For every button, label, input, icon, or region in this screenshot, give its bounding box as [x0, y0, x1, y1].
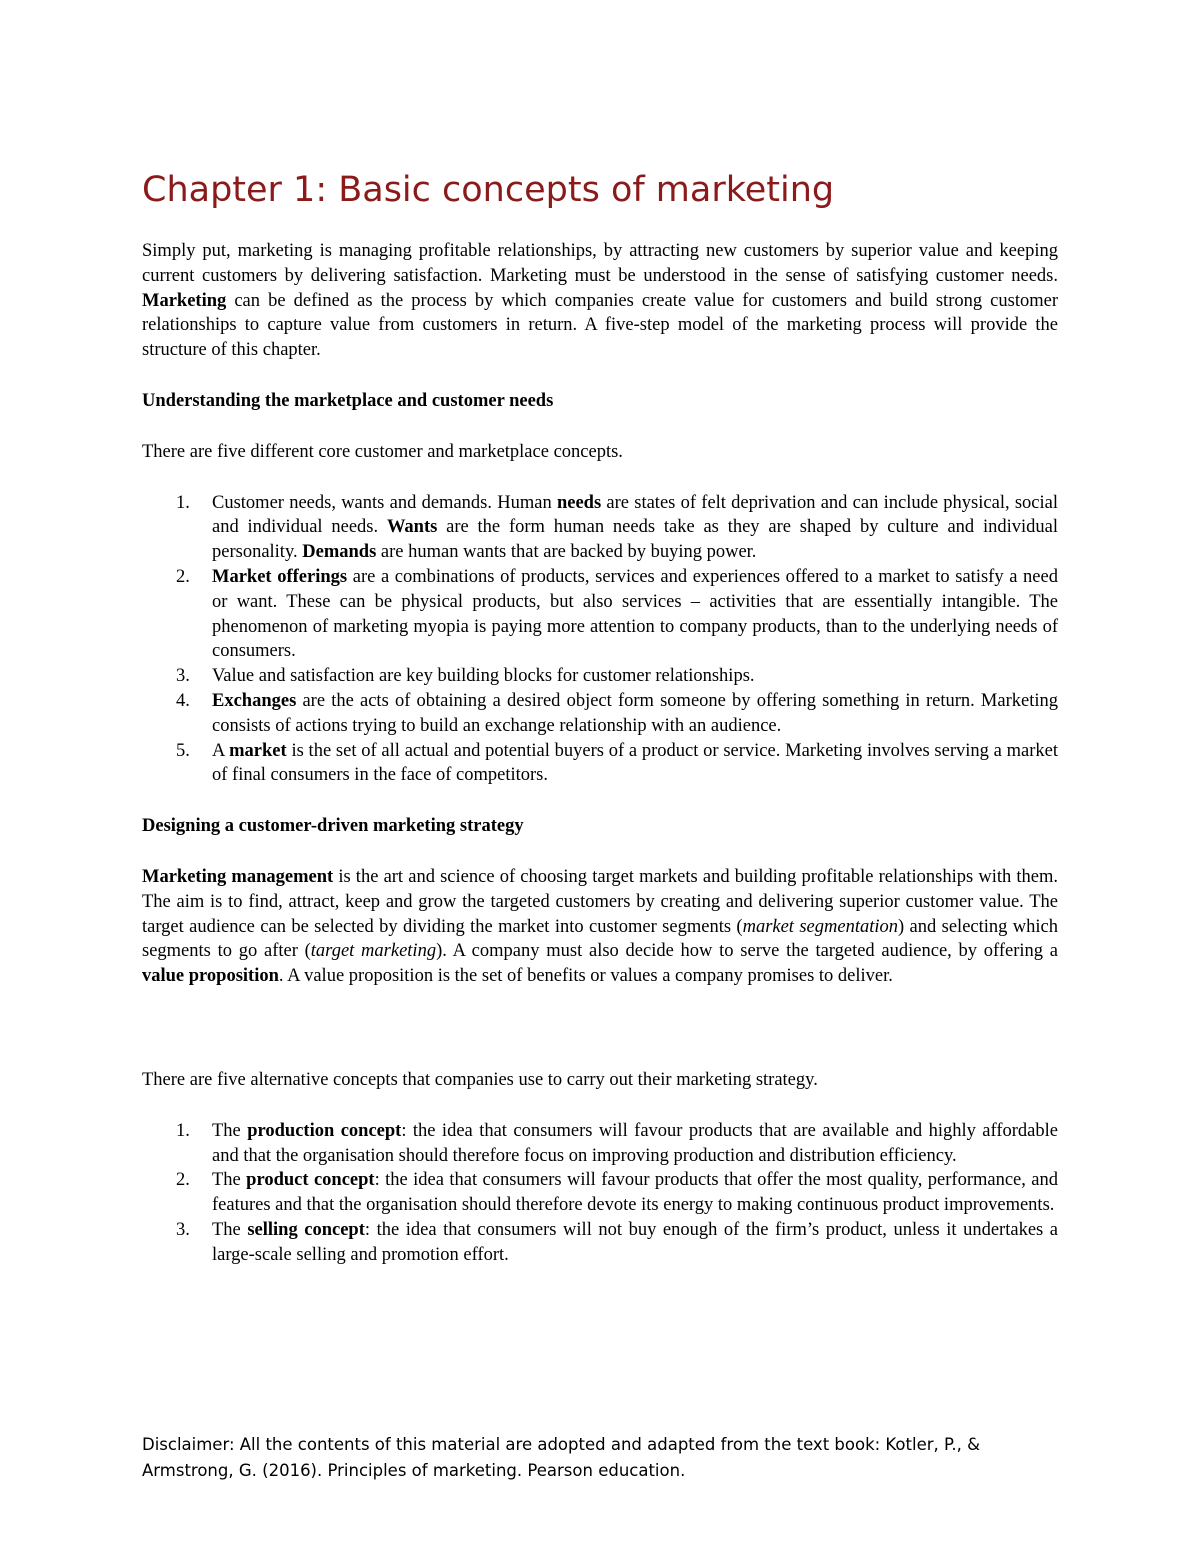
item-text: is the set of all actual and potential buyers of a product or service. Marketing involves serving a market of final consumers in the face of competitors. — [212, 740, 1058, 786]
para-text: ). A company must also decide how to serve the targeted audience, by offering a — [436, 941, 1059, 962]
item-text: The — [212, 1219, 248, 1240]
list-number: 1. — [176, 492, 190, 513]
item-term: Demands — [302, 542, 377, 563]
list-number: 1. — [176, 1120, 190, 1141]
item-term: product concept — [246, 1170, 375, 1191]
para-text: ) and selecting which segments to go after ( — [142, 916, 1058, 962]
section2-lead: There are five alternative concepts that companies use to carry out their marketing strategy. — [142, 1069, 818, 1090]
section-heading-marketplace: Understanding the marketplace and customer needs — [142, 390, 554, 411]
page-content — [142, 168, 1058, 1294]
item-text: are human wants that are backed by buying power. — [376, 542, 757, 563]
item-text: are the acts of obtaining a desired object form someone by offering something in return. Marketing consists of actions trying to build an exchange relationship with an audience. — [212, 690, 1058, 736]
list-number: 2. — [176, 566, 190, 587]
term-value-proposition: value proposition — [142, 966, 279, 987]
item-text: The — [212, 1170, 247, 1191]
strategy-paragraph — [142, 865, 1058, 989]
item-term: Exchanges — [212, 690, 297, 711]
item-term: needs — [556, 492, 602, 513]
item-text: Customer needs, wants and demands. Human — [212, 492, 557, 513]
item-term: production concept — [247, 1120, 402, 1141]
intro-text: can be defined as the process by which companies create value for customers and build strong customer relationships to capture value from customers in return. A five-step model of the marketing process will provide the structure of this chapter. — [142, 290, 1058, 361]
term-marketing-management: Marketing management — [142, 866, 334, 887]
list-number: 4. — [176, 690, 190, 711]
list-number: 2. — [176, 1170, 190, 1191]
item-text: are the form human needs take as they are shaped by culture and individual personality. — [212, 517, 1058, 563]
item-text: : the idea that consumers will favour products that are available and highly affordable and that the organisation should therefore focus on improving production and distribution efficiency. — [212, 1120, 1058, 1166]
intro-text: Simply put, marketing is managing profitable relationships, by attracting new customers by superior value and keeping current customers by delivering satisfaction. Marketing must be understood in the sense of satisfying customer needs. — [142, 241, 1058, 286]
list-number: 3. — [176, 1219, 190, 1240]
item-text: : the idea that consumers will favour products that offer the most quality, performance, and features and that the organisation should therefore devote its energy to making continuous product improvements. — [212, 1170, 1058, 1216]
list-item — [142, 689, 1058, 739]
item-text: are a combinations of products, services and experiences offered to a market to satisfy a need or want. These can be physical products, but also services – activities that are essentially intangible. The phenomenon of marketing myopia is paying more attention to company products, than to the underlying needs of consumers. — [212, 566, 1058, 662]
list-item — [142, 565, 1058, 664]
item-text: A — [212, 740, 230, 761]
term-target-marketing: target marketing — [310, 941, 437, 962]
footer-disclaimer: Disclaimer: All the contents of this material are adopted and adapted from the text book: Kotler, P., & Armstrong, G. (2016). Principles of marketing. Pearson education. — [142, 1435, 980, 1480]
marketing-concepts-list — [142, 1119, 1058, 1268]
list-item — [142, 491, 1058, 565]
list-item — [142, 664, 1058, 689]
core-concepts-list — [142, 491, 1058, 789]
list-item — [142, 739, 1058, 789]
item-term: selling concept — [247, 1219, 365, 1240]
chapter-title: Chapter 1: Basic concepts of marketing — [142, 170, 835, 210]
para-text: is the art and science of choosing target markets and building profitable relationships with them. The aim is to find, attract, keep and grow the targeted customers by creating and delivering superior customer value. The target audience can be selected by dividing the market into customer segments ( — [142, 866, 1058, 937]
intro-term-marketing: Marketing — [142, 290, 227, 311]
blank-space — [142, 989, 1058, 1068]
list-item — [142, 1218, 1058, 1268]
item-term: Market offerings — [212, 566, 348, 587]
item-term: market — [229, 740, 287, 761]
list-number: 3. — [176, 666, 190, 687]
item-text: Value and satisfaction are key building blocks for customer relationships. — [212, 666, 755, 687]
item-text: are states of felt deprivation and can include physical, social and individual needs. — [212, 492, 1058, 538]
list-number: 5. — [176, 740, 190, 761]
item-text: The — [212, 1120, 248, 1141]
section-heading-strategy: Designing a customer-driven marketing strategy — [142, 816, 524, 837]
term-market-segmentation: market segmentation — [742, 916, 898, 937]
list-item — [142, 1119, 1058, 1169]
intro-paragraph — [142, 239, 1058, 363]
list-item — [142, 1168, 1058, 1218]
item-term: Wants — [386, 517, 438, 538]
item-text: : the idea that consumers will not buy enough of the firm’s product, unless it undertakes a large-scale selling and promotion effort. — [212, 1219, 1058, 1265]
section1-lead: There are five different core customer and marketplace concepts. — [142, 441, 623, 462]
para-text: . A value proposition is the set of benefits or values a company promises to deliver. — [278, 966, 893, 987]
